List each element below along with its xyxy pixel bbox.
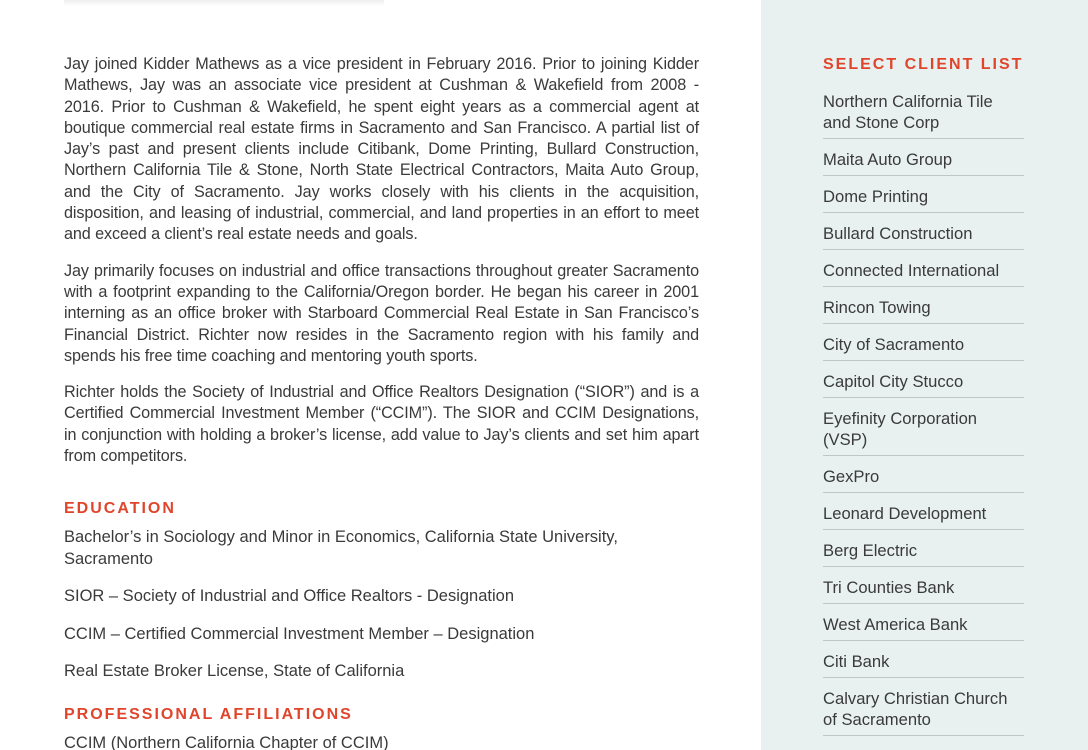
client-list-item: Leonard Development <box>823 503 1024 530</box>
affiliation-item: CCIM (Northern California Chapter of CCIM) <box>64 733 389 750</box>
client-list-item: GexPro <box>823 466 1024 493</box>
education-item: Real Estate Broker License, State of California <box>64 662 405 681</box>
client-list-item: Citi Bank <box>823 651 1024 678</box>
client-list <box>823 91 1024 746</box>
client-list-item: Tri Counties Bank <box>823 577 1024 604</box>
affiliations-heading: PROFESSIONAL AFFILIATIONS <box>64 705 353 723</box>
education-heading: EDUCATION <box>64 500 176 518</box>
client-list-item: Dome Printing <box>823 186 1024 213</box>
client-list-item: Calvary Christian Church of Sacramento <box>823 688 1024 736</box>
client-list-item: West America Bank <box>823 614 1024 641</box>
bio-paragraph: Jay primarily focuses on industrial and office transactions throughout greater Sacramento with a footprint expanding to the California/Oregon border. He began his career in 2001 interning as an office broker with Starboard Commercial Real Estate in San Francisco’s Financial District. Richter now resides in the Sacramento region with his family and spends his free time coaching and mentoring youth sports. <box>64 261 699 365</box>
bio-paragraph: Jay joined Kidder Mathews as a vice president in February 2016. Prior to joining Kidder Mathews, Jay was an associate vice president at Cushman & Wakefield from 2008 - 2016. Prior to Cushman & Wakefield, he spent eight years as a commercial agent at boutique commercial real estate firms in Sacramento and San Francisco. A partial list of Jay’s past and present clients include Citibank, Dome Printing, Bullard Construction, Northern California Tile & Stone, North State Electrical Contractors, Maita Auto Group, and the City of Sacramento. Jay works closely with his clients in the acquisition, disposition, and leasing of industrial, commercial, and land properties in an effort to meet and exceed a client’s real estate needs and goals. <box>64 55 699 244</box>
education-list <box>64 527 699 683</box>
client-list-item: Northern California Tile and Stone Corp <box>823 91 1024 139</box>
top-fade <box>64 0 384 6</box>
client-list-heading: SELECT CLIENT LIST <box>823 56 1024 73</box>
client-list-item: Capitol City Stucco <box>823 371 1024 398</box>
client-list-item: Bullard Construction <box>823 223 1024 250</box>
bio-section <box>64 54 699 467</box>
client-sidebar <box>761 0 1088 750</box>
client-list-item: Connected International <box>823 260 1024 287</box>
client-list-item: Berg Electric <box>823 540 1024 567</box>
education-item: CCIM – Certified Commercial Investment Member – Designation <box>64 624 535 643</box>
client-list-item: Maita Auto Group <box>823 149 1024 176</box>
education-item: SIOR – Society of Industrial and Office Realtors - Designation <box>64 587 514 606</box>
client-list-item: City of Sacramento <box>823 334 1024 361</box>
bio-paragraph: Richter holds the Society of Industrial and Office Realtors Designation (“SIOR”) and is a Certified Commercial Investment Member (“CCIM”). The SIOR and CCIM Designations, in conjunction with holding a broker’s license, add value to Jay’s clients and set him apart from competitors. <box>64 383 699 466</box>
client-list-item: Eyefinity Corporation (VSP) <box>823 408 1024 456</box>
main-column <box>64 54 699 750</box>
education-item: Bachelor’s in Sociology and Minor in Economics, California State University, Sacramento <box>64 528 618 568</box>
client-list-item: Rincon Towing <box>823 297 1024 324</box>
